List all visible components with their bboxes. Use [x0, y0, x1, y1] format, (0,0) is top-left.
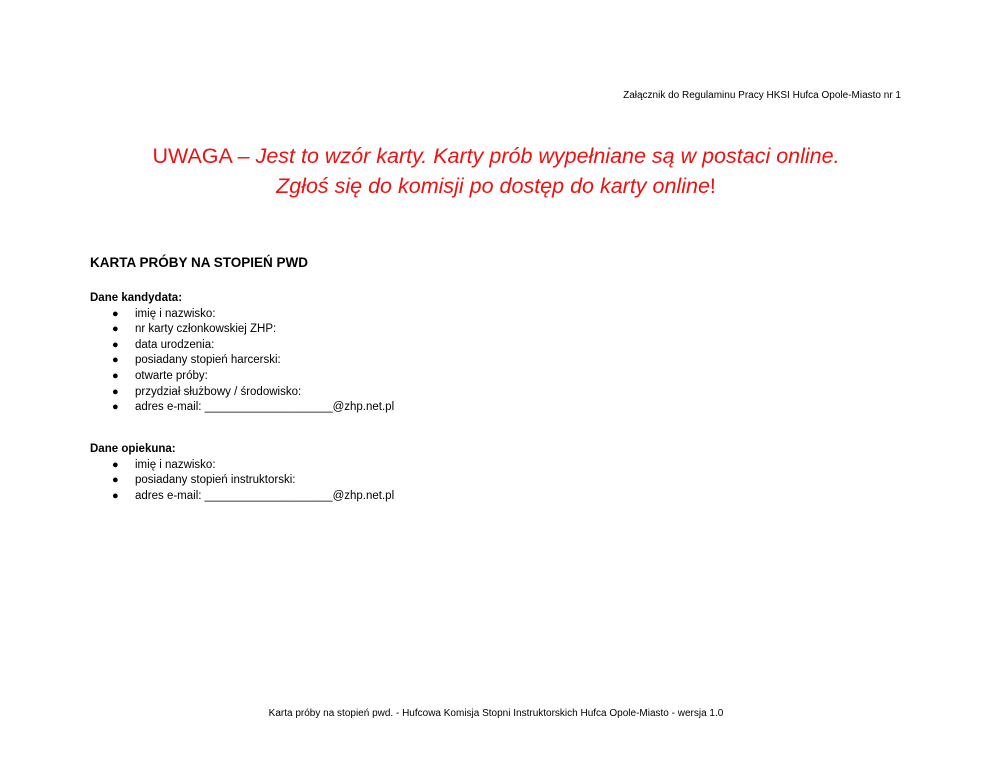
- warning-suffix: !: [709, 174, 716, 198]
- bullet-icon: ●: [112, 354, 119, 367]
- bullet-icon: ●: [112, 401, 119, 414]
- guardian-field-email: [90, 489, 394, 505]
- field-label: posiadany stopień instruktorski:: [135, 474, 296, 487]
- candidate-field-name: [90, 307, 394, 323]
- field-label: adres e-mail: ____________________@zhp.net.pl: [135, 401, 395, 414]
- candidate-field-birth-date: [90, 338, 394, 354]
- field-label: otwarte próby:: [135, 369, 208, 382]
- candidate-field-open-trials: [90, 369, 394, 385]
- bullet-icon: ●: [112, 307, 119, 320]
- bullet-icon: ●: [112, 489, 119, 502]
- guardian-heading: Dane opiekuna:: [90, 443, 176, 455]
- guardian-field-instructor-rank: [90, 473, 394, 489]
- guardian-field-name: [90, 458, 394, 474]
- field-label: data urodzenia:: [135, 338, 215, 351]
- candidate-fields-list: [90, 307, 394, 416]
- footer-note: Karta próby na stopień pwd. - Hufcowa Komisja Stopni Instruktorskich Hufca Opole-Miasto - wersja 1.0: [268, 708, 724, 719]
- warning-text-1: Jest to wzór karty. Karty prób wypełniane są w postaci online.: [255, 144, 840, 168]
- field-label: posiadany stopień harcerski:: [135, 354, 281, 367]
- candidate-field-scout-rank: [90, 353, 394, 369]
- bullet-icon: ●: [112, 385, 119, 398]
- candidate-field-card-number: [90, 322, 394, 338]
- field-label: imię i nazwisko:: [135, 307, 216, 320]
- bullet-icon: ●: [112, 458, 119, 471]
- guardian-section: [90, 442, 394, 504]
- candidate-field-email: [90, 400, 394, 416]
- field-label: adres e-mail: ____________________@zhp.net.pl: [135, 489, 395, 502]
- candidate-heading: Dane kandydata:: [90, 292, 183, 304]
- candidate-section: [90, 291, 394, 416]
- warning-line-2: [0, 171, 992, 201]
- warning-prefix: UWAGA –: [152, 144, 256, 168]
- card-title: KARTA PRÓBY NA STOPIEŃ PWD: [90, 255, 309, 270]
- warning-text-2: Zgłoś się do komisji po dostęp do karty online: [276, 174, 710, 198]
- bullet-icon: ●: [112, 474, 119, 487]
- bullet-icon: ●: [112, 369, 119, 382]
- field-label: imię i nazwisko:: [135, 458, 216, 471]
- bullet-icon: ●: [112, 338, 119, 351]
- bullet-icon: ●: [112, 323, 119, 336]
- warning-notice: [0, 141, 992, 201]
- guardian-fields-list: [90, 458, 394, 505]
- field-label: przydział służbowy / środowisko:: [135, 385, 302, 398]
- candidate-field-assignment: [90, 385, 394, 401]
- header-note: Załącznik do Regulaminu Pracy HKSI Hufca Opole-Miasto nr 1: [623, 90, 901, 101]
- field-label: nr karty członkowskiej ZHP:: [135, 323, 277, 336]
- warning-line-1: [0, 141, 992, 171]
